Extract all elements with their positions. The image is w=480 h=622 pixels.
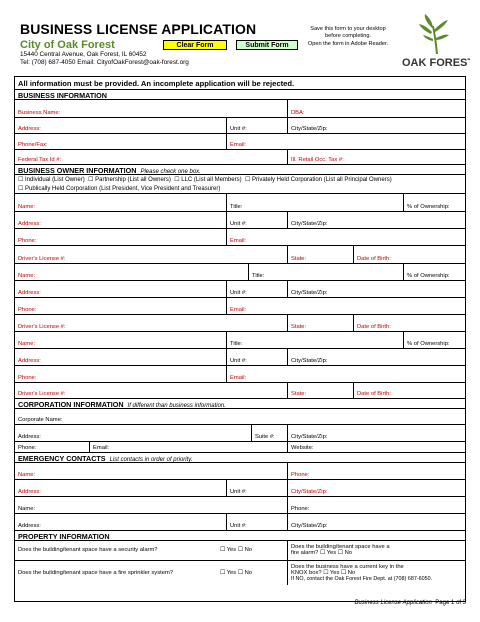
owner-type-individual[interactable]: ☐ Individual (List Owner) [18, 177, 85, 183]
owner2-phone-row [15, 298, 465, 315]
emergency2-name-field[interactable]: Name: [18, 506, 36, 512]
business-phone-row [15, 134, 465, 150]
clear-form-button[interactable]: Clear Form [163, 40, 227, 50]
business-phone-field[interactable]: Phone/Fax: [18, 142, 48, 148]
emergency1-address-row [15, 480, 465, 497]
corp-phone-field[interactable]: Phone: [18, 445, 37, 451]
owner2-name-row [15, 264, 465, 281]
corp-info-heading: CORPORATION INFORMATION If different than business information. [15, 399, 465, 409]
property-row-1 [15, 541, 465, 561]
footer-page-number: Page 1 of 3 [435, 600, 466, 606]
owner3-address-row [15, 349, 465, 366]
ill-retail-tax-field[interactable]: Ill. Retail Occ. Tax #: [287, 150, 465, 164]
owner2-address-row [15, 281, 465, 298]
owner3-name-field[interactable]: Name: [18, 341, 36, 347]
owner1-name-row [15, 194, 465, 212]
owner2-license-field[interactable]: Driver's License #: [18, 324, 66, 330]
owner1-dob-field[interactable]: Date of Birth: [353, 246, 465, 263]
emergency2-name-row [15, 497, 465, 514]
business-tax-row [15, 150, 465, 165]
corporate-name-field[interactable]: Corporate Name: [18, 417, 63, 423]
owner2-phone-field[interactable]: Phone: [18, 307, 37, 313]
corp-address-field[interactable]: Address: [18, 434, 41, 440]
business-email-field[interactable]: Email: [226, 134, 465, 149]
owner2-ownership-field[interactable]: % of Ownership: [403, 264, 465, 280]
owner2-email-field[interactable]: Email: [226, 298, 465, 314]
sprinkler-options[interactable]: ☐ Yes ☐ No [220, 569, 252, 576]
owner1-email-field[interactable]: Email: [226, 229, 465, 245]
owner-info-heading: BUSINESS OWNER INFORMATION Please check one box. [15, 165, 465, 175]
owner2-license-row [15, 315, 465, 332]
city-address: 15440 Central Avenue, Oak Forest, IL 60452 [20, 51, 147, 58]
owner3-license-row [15, 383, 465, 399]
owner2-address-field[interactable]: Address: [18, 290, 41, 296]
corp-city-field[interactable]: City/State/Zip: [287, 425, 465, 441]
page-title: BUSINESS LICENSE APPLICATION [20, 21, 257, 37]
emergency2-phone-field[interactable]: Phone: [287, 497, 465, 513]
owner2-name-field[interactable]: Name: [18, 273, 36, 279]
owner1-address-row [15, 212, 465, 229]
corp-address-row [15, 425, 465, 442]
corp-email-field[interactable]: Email: [89, 442, 287, 452]
owner1-phone-row [15, 229, 465, 246]
security-alarm-question: Does the building/tenant space have a security alarm? [18, 547, 158, 553]
svg-text:OAK FOREST: OAK FOREST [402, 57, 470, 69]
owner-type-llc[interactable]: ☐ LLC (List all Members) [174, 177, 242, 183]
business-address-row [15, 118, 465, 134]
sprinkler-question: Does the building/tenant space have a fire sprinkler system? [18, 569, 173, 576]
city-contact: Tel: (708) 687-4050 Email: CityofOakForest@oak-forest.org [20, 59, 189, 66]
emergency2-address-row [15, 514, 465, 531]
owner2-title-field[interactable]: Title: [248, 264, 403, 280]
owner3-city-field[interactable]: City/State/Zip: [287, 349, 465, 365]
owner-type-divider [15, 184, 465, 194]
emergency2-unit-field[interactable]: Unit #: [226, 514, 287, 530]
business-address-field[interactable]: Address: [18, 126, 41, 132]
fire-alarm-question: Does the building/tenant space have a [291, 544, 390, 550]
city-name: City of Oak Forest [20, 39, 115, 51]
owner1-unit-field[interactable]: Unit #: [226, 212, 287, 228]
owner1-title-field[interactable]: Title: [226, 194, 403, 211]
owner1-license-row [15, 246, 465, 264]
owner3-address-field[interactable]: Address: [18, 358, 41, 364]
emergency1-unit-field[interactable]: Unit #: [226, 480, 287, 496]
owner3-phone-field[interactable]: Phone: [18, 375, 37, 381]
business-name-field[interactable]: Business Name: [18, 110, 61, 116]
footer-doc-title: Business License Application [354, 600, 432, 606]
emergency2-address-field[interactable]: Address: [18, 523, 41, 529]
owner3-email-field[interactable]: Email: [226, 366, 465, 382]
owner3-dob-field[interactable]: Date of Birth: [353, 383, 465, 398]
emergency1-phone-field[interactable]: Phone: [287, 463, 465, 479]
owner1-phone-field[interactable]: Phone: [18, 238, 37, 244]
knox-box-question: Does the business have a current key in the [291, 563, 404, 570]
owner3-phone-row [15, 366, 465, 383]
form-lead-text: All information must be provided. An incomplete application will be rejected. [15, 77, 465, 90]
corp-suite-field[interactable]: Suite #: [251, 425, 287, 441]
emergency1-address-field[interactable]: Address: [18, 489, 41, 495]
instructions-note: Save this form to your desktop before completing. Open the form in Adobe Reader. [307, 26, 389, 47]
owner1-state-field[interactable]: State: [287, 246, 353, 263]
emergency2-city-field[interactable]: City/State/Zip: [287, 514, 465, 530]
owner2-unit-field[interactable]: Unit #: [226, 281, 287, 297]
owner1-ownership-field[interactable]: % of Ownership: [403, 194, 465, 211]
property-heading: PROPERTY INFORMATION [15, 531, 465, 541]
owner3-unit-field[interactable]: Unit #: [226, 349, 287, 365]
application-form [14, 76, 466, 602]
owner2-state-field[interactable]: State: [287, 315, 353, 331]
owner1-name-field[interactable]: Name: [18, 204, 36, 210]
knox-box-options[interactable]: KNOX box? ☐ Yes ☐ No [291, 569, 356, 576]
owner-type-public-corp[interactable]: ☐ Publically Held Corporation (List President, Vice President and Treasurer) [18, 186, 221, 192]
owner3-title-field[interactable]: Title: [226, 332, 403, 348]
corp-name-row [15, 409, 465, 425]
owner1-license-field[interactable]: Driver's License #: [18, 256, 66, 262]
federal-tax-field[interactable]: Federal Tax Id #: [18, 157, 62, 163]
fire-alarm-cell [287, 541, 465, 560]
owner-type-options-1 [15, 176, 465, 183]
owner3-state-field[interactable]: State: [287, 383, 353, 398]
business-unit-field[interactable]: Unit #: [226, 118, 287, 133]
business-info-heading: BUSINESS INFORMATION [15, 90, 465, 100]
owner-type-private-corp[interactable]: ☐ Privately Held Corporation (List all Principal Owners) [244, 177, 392, 183]
owner2-dob-field[interactable]: Date of Birth: [353, 315, 465, 331]
owner1-city-field[interactable]: City/State/Zip: [287, 212, 465, 228]
owner3-name-row [15, 332, 465, 349]
oak-forest-logo [398, 14, 470, 72]
page-footer [354, 600, 466, 606]
knox-box-cell [287, 561, 465, 585]
owner2-city-field[interactable]: City/State/Zip: [287, 281, 465, 297]
submit-form-button[interactable]: Submit Form [236, 40, 298, 50]
owner3-ownership-field[interactable]: % of Ownership: [403, 332, 465, 348]
dba-field[interactable]: DBA: [287, 100, 465, 117]
security-alarm-options[interactable]: ☐ Yes ☐ No [220, 547, 252, 553]
owner-type-partnership[interactable]: ☐ Partnership (List all Owners) [88, 177, 171, 183]
emergency-heading: EMERGENCY CONTACTS List contacts in order of priority. [15, 453, 465, 463]
business-city-field[interactable]: City/State/Zip: [287, 118, 465, 133]
emergency1-name-row [15, 463, 465, 480]
property-row-2 [15, 561, 465, 585]
corp-phone-row [15, 442, 465, 453]
emergency1-name-field[interactable]: Name: [18, 472, 36, 478]
emergency1-city-field[interactable]: City/State/Zip: [287, 480, 465, 496]
owner3-license-field[interactable]: Driver's License #: [18, 391, 66, 397]
business-name-row [15, 100, 465, 118]
corp-website-field[interactable]: Website: [287, 442, 465, 452]
owner1-address-field[interactable]: Address: [18, 221, 41, 227]
knox-box-note: If NO, contact the Oak Forest Fire Dept. at (708) 687-6050. [291, 575, 433, 582]
fire-alarm-options[interactable]: fire alarm? ☐ Yes ☐ No [291, 550, 352, 556]
